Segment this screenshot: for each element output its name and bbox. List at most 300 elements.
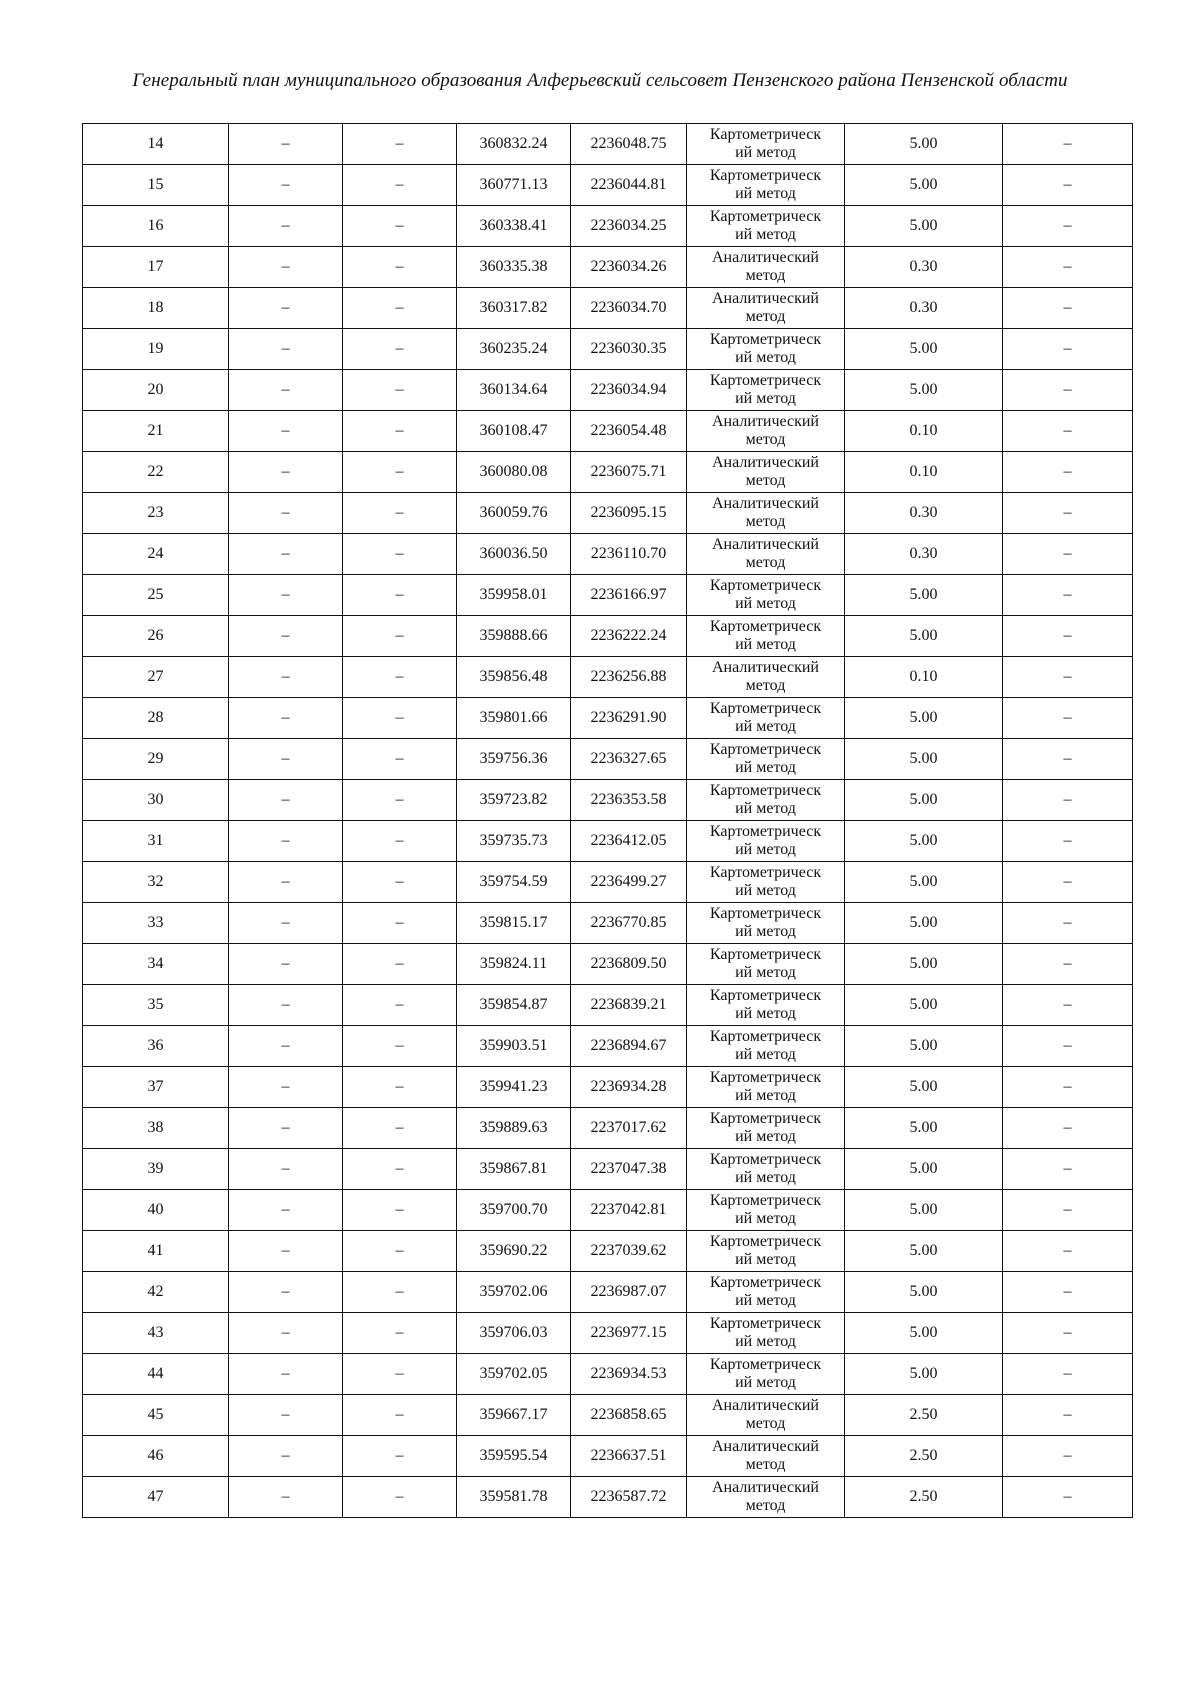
y-coordinate-cell: 2236034.94 (571, 370, 687, 411)
accuracy-cell: 5.00 (845, 1149, 1003, 1190)
point-number-cell: 28 (83, 698, 229, 739)
col2-cell: – (229, 370, 343, 411)
method-cell (687, 1108, 845, 1149)
accuracy-cell: 5.00 (845, 903, 1003, 944)
description-cell: – (1003, 1436, 1133, 1477)
y-coordinate-cell: 2236030.35 (571, 329, 687, 370)
point-number-cell: 33 (83, 903, 229, 944)
method-cell (687, 493, 845, 534)
table-row (83, 944, 1133, 985)
point-number-cell: 15 (83, 165, 229, 206)
col2-cell: – (229, 247, 343, 288)
point-number-cell: 45 (83, 1395, 229, 1436)
description-cell: – (1003, 534, 1133, 575)
table-row (83, 493, 1133, 534)
point-number-cell: 46 (83, 1436, 229, 1477)
coordinates-table (82, 123, 1133, 1518)
accuracy-cell: 5.00 (845, 944, 1003, 985)
y-coordinate-cell: 2236934.53 (571, 1354, 687, 1395)
description-cell: – (1003, 903, 1133, 944)
method-cell (687, 575, 845, 616)
description-cell: – (1003, 739, 1133, 780)
method-line: Аналитический (711, 1479, 819, 1496)
method-line: метод (745, 431, 786, 448)
method-line: Картометрическ (709, 741, 822, 758)
method-line: ий метод (735, 964, 796, 981)
col3-cell: – (343, 206, 457, 247)
point-number-cell: 17 (83, 247, 229, 288)
point-number-cell: 23 (83, 493, 229, 534)
col2-cell: – (229, 329, 343, 370)
method-cell (687, 124, 845, 165)
method-line: Картометрическ (709, 782, 822, 799)
table-row (83, 534, 1133, 575)
accuracy-cell: 5.00 (845, 124, 1003, 165)
method-line: Картометрическ (709, 167, 822, 184)
table-row (83, 1067, 1133, 1108)
y-coordinate-cell: 2237042.81 (571, 1190, 687, 1231)
accuracy-cell: 5.00 (845, 575, 1003, 616)
point-number-cell: 47 (83, 1477, 229, 1518)
point-number-cell: 37 (83, 1067, 229, 1108)
method-line: метод (745, 308, 786, 325)
table-row (83, 698, 1133, 739)
x-coordinate-cell: 360080.08 (457, 452, 571, 493)
method-line: ий метод (735, 144, 796, 161)
method-line: метод (745, 1415, 786, 1432)
col3-cell: – (343, 575, 457, 616)
x-coordinate-cell: 360338.41 (457, 206, 571, 247)
method-line: Картометрическ (709, 1274, 822, 1291)
table-row (83, 780, 1133, 821)
point-number-cell: 42 (83, 1272, 229, 1313)
col2-cell: – (229, 1354, 343, 1395)
accuracy-cell: 5.00 (845, 739, 1003, 780)
col3-cell: – (343, 616, 457, 657)
col2-cell: – (229, 452, 343, 493)
method-line: ий метод (735, 636, 796, 653)
method-line: Картометрическ (709, 208, 822, 225)
method-cell (687, 1231, 845, 1272)
col3-cell: – (343, 329, 457, 370)
table-row (83, 1190, 1133, 1231)
y-coordinate-cell: 2236587.72 (571, 1477, 687, 1518)
col2-cell: – (229, 1149, 343, 1190)
method-line: Аналитический (711, 659, 819, 676)
x-coordinate-cell: 359756.36 (457, 739, 571, 780)
y-coordinate-cell: 2236839.21 (571, 985, 687, 1026)
method-line: ий метод (735, 185, 796, 202)
accuracy-cell: 5.00 (845, 985, 1003, 1026)
col2-cell: – (229, 862, 343, 903)
table-row (83, 288, 1133, 329)
table-row (83, 1477, 1133, 1518)
x-coordinate-cell: 359700.70 (457, 1190, 571, 1231)
description-cell: – (1003, 1395, 1133, 1436)
col2-cell: – (229, 616, 343, 657)
table-row (83, 1395, 1133, 1436)
point-number-cell: 36 (83, 1026, 229, 1067)
accuracy-cell: 5.00 (845, 1313, 1003, 1354)
method-line: ий метод (735, 1087, 796, 1104)
description-cell: – (1003, 862, 1133, 903)
x-coordinate-cell: 359735.73 (457, 821, 571, 862)
method-cell (687, 985, 845, 1026)
x-coordinate-cell: 360771.13 (457, 165, 571, 206)
accuracy-cell: 5.00 (845, 1067, 1003, 1108)
accuracy-cell: 0.10 (845, 411, 1003, 452)
method-line: Картометрическ (709, 1028, 822, 1045)
table-row (83, 1436, 1133, 1477)
method-cell (687, 370, 845, 411)
col3-cell: – (343, 903, 457, 944)
x-coordinate-cell: 359702.06 (457, 1272, 571, 1313)
description-cell: – (1003, 780, 1133, 821)
y-coordinate-cell: 2236034.70 (571, 288, 687, 329)
description-cell: – (1003, 944, 1133, 985)
method-line: Картометрическ (709, 372, 822, 389)
accuracy-cell: 5.00 (845, 862, 1003, 903)
table-body (83, 124, 1133, 1518)
col2-cell: – (229, 985, 343, 1026)
point-number-cell: 29 (83, 739, 229, 780)
x-coordinate-cell: 359903.51 (457, 1026, 571, 1067)
col3-cell: – (343, 1395, 457, 1436)
page-header: Генеральный план муниципального образования Алферьевский сельсовет Пензенского района Пензенской области (132, 70, 1068, 91)
table-row (83, 411, 1133, 452)
description-cell: – (1003, 1149, 1133, 1190)
x-coordinate-cell: 360134.64 (457, 370, 571, 411)
method-cell (687, 1149, 845, 1190)
table-row (83, 1026, 1133, 1067)
method-line: Картометрическ (709, 1233, 822, 1250)
point-number-cell: 14 (83, 124, 229, 165)
col2-cell: – (229, 288, 343, 329)
col3-cell: – (343, 698, 457, 739)
method-line: Аналитический (711, 249, 819, 266)
description-cell: – (1003, 329, 1133, 370)
method-line: Картометрическ (709, 1356, 822, 1373)
accuracy-cell: 5.00 (845, 698, 1003, 739)
col2-cell: – (229, 575, 343, 616)
point-number-cell: 21 (83, 411, 229, 452)
x-coordinate-cell: 360235.24 (457, 329, 571, 370)
table-row (83, 1149, 1133, 1190)
col3-cell: – (343, 739, 457, 780)
method-cell (687, 165, 845, 206)
x-coordinate-cell: 359702.05 (457, 1354, 571, 1395)
col3-cell: – (343, 370, 457, 411)
description-cell: – (1003, 165, 1133, 206)
x-coordinate-cell: 360832.24 (457, 124, 571, 165)
col2-cell: – (229, 657, 343, 698)
col2-cell: – (229, 821, 343, 862)
method-line: ий метод (735, 1046, 796, 1063)
accuracy-cell: 5.00 (845, 821, 1003, 862)
x-coordinate-cell: 359581.78 (457, 1477, 571, 1518)
col3-cell: – (343, 411, 457, 452)
col3-cell: – (343, 1354, 457, 1395)
method-cell (687, 206, 845, 247)
col3-cell: – (343, 1477, 457, 1518)
x-coordinate-cell: 359815.17 (457, 903, 571, 944)
method-line: ий метод (735, 1210, 796, 1227)
method-line: метод (745, 267, 786, 284)
y-coordinate-cell: 2236034.26 (571, 247, 687, 288)
point-number-cell: 35 (83, 985, 229, 1026)
method-line: ий метод (735, 1169, 796, 1186)
table-row (83, 1108, 1133, 1149)
method-line: Картометрическ (709, 618, 822, 635)
y-coordinate-cell: 2236048.75 (571, 124, 687, 165)
y-coordinate-cell: 2236934.28 (571, 1067, 687, 1108)
method-line: метод (745, 513, 786, 530)
description-cell: – (1003, 1108, 1133, 1149)
y-coordinate-cell: 2236222.24 (571, 616, 687, 657)
col2-cell: – (229, 780, 343, 821)
table-row (83, 1231, 1133, 1272)
y-coordinate-cell: 2236809.50 (571, 944, 687, 985)
col2-cell: – (229, 1067, 343, 1108)
y-coordinate-cell: 2236977.15 (571, 1313, 687, 1354)
col3-cell: – (343, 165, 457, 206)
y-coordinate-cell: 2236095.15 (571, 493, 687, 534)
method-line: ий метод (735, 1128, 796, 1145)
accuracy-cell: 5.00 (845, 1272, 1003, 1313)
method-line: Картометрическ (709, 700, 822, 717)
col3-cell: – (343, 1026, 457, 1067)
method-line: ий метод (735, 841, 796, 858)
table-row (83, 821, 1133, 862)
y-coordinate-cell: 2236075.71 (571, 452, 687, 493)
method-cell (687, 698, 845, 739)
method-line: ий метод (735, 759, 796, 776)
method-cell (687, 780, 845, 821)
description-cell: – (1003, 124, 1133, 165)
method-line: Картометрическ (709, 1069, 822, 1086)
col3-cell: – (343, 288, 457, 329)
method-line: Аналитический (711, 454, 819, 471)
x-coordinate-cell: 360335.38 (457, 247, 571, 288)
y-coordinate-cell: 2236770.85 (571, 903, 687, 944)
description-cell: – (1003, 575, 1133, 616)
description-cell: – (1003, 821, 1133, 862)
method-cell (687, 288, 845, 329)
description-cell: – (1003, 657, 1133, 698)
point-number-cell: 31 (83, 821, 229, 862)
method-line: Картометрическ (709, 1315, 822, 1332)
method-line: Картометрическ (709, 905, 822, 922)
point-number-cell: 27 (83, 657, 229, 698)
accuracy-cell: 5.00 (845, 165, 1003, 206)
col2-cell: – (229, 124, 343, 165)
col3-cell: – (343, 944, 457, 985)
point-number-cell: 20 (83, 370, 229, 411)
y-coordinate-cell: 2236353.58 (571, 780, 687, 821)
col3-cell: – (343, 1149, 457, 1190)
x-coordinate-cell: 359888.66 (457, 616, 571, 657)
x-coordinate-cell: 359706.03 (457, 1313, 571, 1354)
col3-cell: – (343, 1190, 457, 1231)
method-cell (687, 1477, 845, 1518)
method-cell (687, 1272, 845, 1313)
y-coordinate-cell: 2237047.38 (571, 1149, 687, 1190)
point-number-cell: 22 (83, 452, 229, 493)
method-line: ий метод (735, 1374, 796, 1391)
method-cell (687, 1190, 845, 1231)
method-cell (687, 247, 845, 288)
table-row (83, 124, 1133, 165)
col3-cell: – (343, 1272, 457, 1313)
col3-cell: – (343, 1313, 457, 1354)
description-cell: – (1003, 452, 1133, 493)
accuracy-cell: 5.00 (845, 206, 1003, 247)
accuracy-cell: 5.00 (845, 370, 1003, 411)
x-coordinate-cell: 360059.76 (457, 493, 571, 534)
y-coordinate-cell: 2237039.62 (571, 1231, 687, 1272)
method-line: Картометрическ (709, 331, 822, 348)
table-row (83, 575, 1133, 616)
y-coordinate-cell: 2236412.05 (571, 821, 687, 862)
accuracy-cell: 0.10 (845, 452, 1003, 493)
method-line: метод (745, 554, 786, 571)
table-row (83, 616, 1133, 657)
col2-cell: – (229, 1477, 343, 1518)
col2-cell: – (229, 411, 343, 452)
y-coordinate-cell: 2236256.88 (571, 657, 687, 698)
y-coordinate-cell: 2237017.62 (571, 1108, 687, 1149)
description-cell: – (1003, 985, 1133, 1026)
col2-cell: – (229, 1436, 343, 1477)
method-cell (687, 1436, 845, 1477)
col2-cell: – (229, 493, 343, 534)
description-cell: – (1003, 1026, 1133, 1067)
point-number-cell: 19 (83, 329, 229, 370)
col2-cell: – (229, 1395, 343, 1436)
col2-cell: – (229, 698, 343, 739)
x-coordinate-cell: 360036.50 (457, 534, 571, 575)
method-cell (687, 739, 845, 780)
description-cell: – (1003, 288, 1133, 329)
accuracy-cell: 5.00 (845, 780, 1003, 821)
method-line: Аналитический (711, 290, 819, 307)
x-coordinate-cell: 359595.54 (457, 1436, 571, 1477)
accuracy-cell: 5.00 (845, 616, 1003, 657)
col3-cell: – (343, 1231, 457, 1272)
method-line: метод (745, 677, 786, 694)
method-line: Картометрическ (709, 126, 822, 143)
method-line: ий метод (735, 1292, 796, 1309)
method-line: ий метод (735, 800, 796, 817)
accuracy-cell: 5.00 (845, 1231, 1003, 1272)
accuracy-cell: 2.50 (845, 1395, 1003, 1436)
col3-cell: – (343, 1436, 457, 1477)
table-row (83, 985, 1133, 1026)
method-cell (687, 657, 845, 698)
point-number-cell: 38 (83, 1108, 229, 1149)
description-cell: – (1003, 1231, 1133, 1272)
point-number-cell: 26 (83, 616, 229, 657)
description-cell: – (1003, 616, 1133, 657)
accuracy-cell: 0.30 (845, 534, 1003, 575)
x-coordinate-cell: 359690.22 (457, 1231, 571, 1272)
point-number-cell: 43 (83, 1313, 229, 1354)
col3-cell: – (343, 1108, 457, 1149)
method-line: ий метод (735, 1333, 796, 1350)
x-coordinate-cell: 360317.82 (457, 288, 571, 329)
accuracy-cell: 0.30 (845, 288, 1003, 329)
col3-cell: – (343, 1067, 457, 1108)
accuracy-cell: 5.00 (845, 1108, 1003, 1149)
method-cell (687, 1313, 845, 1354)
col2-cell: – (229, 534, 343, 575)
accuracy-cell: 0.10 (845, 657, 1003, 698)
method-line: метод (745, 1456, 786, 1473)
col2-cell: – (229, 1231, 343, 1272)
method-line: ий метод (735, 923, 796, 940)
col2-cell: – (229, 1272, 343, 1313)
x-coordinate-cell: 359801.66 (457, 698, 571, 739)
description-cell: – (1003, 411, 1133, 452)
description-cell: – (1003, 1067, 1133, 1108)
method-cell (687, 1395, 845, 1436)
method-cell (687, 1026, 845, 1067)
point-number-cell: 30 (83, 780, 229, 821)
x-coordinate-cell: 359958.01 (457, 575, 571, 616)
method-line: метод (745, 472, 786, 489)
point-number-cell: 16 (83, 206, 229, 247)
table-row (83, 165, 1133, 206)
table-row (83, 206, 1133, 247)
method-line: Аналитический (711, 1397, 819, 1414)
method-line: метод (745, 1497, 786, 1514)
point-number-cell: 34 (83, 944, 229, 985)
accuracy-cell: 2.50 (845, 1436, 1003, 1477)
col3-cell: – (343, 985, 457, 1026)
col3-cell: – (343, 247, 457, 288)
x-coordinate-cell: 359824.11 (457, 944, 571, 985)
col3-cell: – (343, 657, 457, 698)
method-cell (687, 903, 845, 944)
point-number-cell: 25 (83, 575, 229, 616)
y-coordinate-cell: 2236166.97 (571, 575, 687, 616)
col2-cell: – (229, 903, 343, 944)
method-line: Картометрическ (709, 1110, 822, 1127)
table-row (83, 247, 1133, 288)
method-cell (687, 534, 845, 575)
point-number-cell: 24 (83, 534, 229, 575)
accuracy-cell: 5.00 (845, 329, 1003, 370)
method-line: Картометрическ (709, 1151, 822, 1168)
y-coordinate-cell: 2236499.27 (571, 862, 687, 903)
accuracy-cell: 5.00 (845, 1354, 1003, 1395)
description-cell: – (1003, 247, 1133, 288)
y-coordinate-cell: 2236327.65 (571, 739, 687, 780)
method-line: ий метод (735, 718, 796, 735)
col3-cell: – (343, 821, 457, 862)
table-row (83, 657, 1133, 698)
method-line: ий метод (735, 1251, 796, 1268)
x-coordinate-cell: 359754.59 (457, 862, 571, 903)
table-row (83, 1272, 1133, 1313)
col2-cell: – (229, 1108, 343, 1149)
method-line: ий метод (735, 349, 796, 366)
x-coordinate-cell: 359941.23 (457, 1067, 571, 1108)
col2-cell: – (229, 1190, 343, 1231)
description-cell: – (1003, 206, 1133, 247)
x-coordinate-cell: 359856.48 (457, 657, 571, 698)
method-cell (687, 616, 845, 657)
